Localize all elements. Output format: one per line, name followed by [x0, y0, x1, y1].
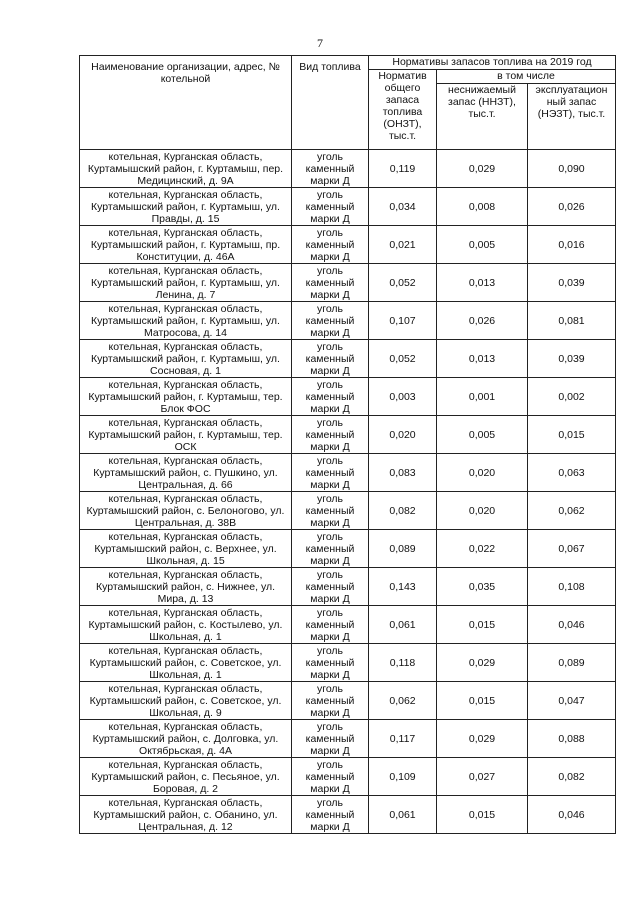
cell-nezt: 0,047 [528, 682, 616, 720]
cell-fuel: уголь каменный марки Д [292, 454, 369, 492]
cell-nnzt: 0,027 [437, 758, 528, 796]
cell-org: котельная, Курганская область, Куртамышский район, г. Куртамыш, ул. Правды, д. 15 [80, 188, 292, 226]
cell-fuel: уголь каменный марки Д [292, 644, 369, 682]
table-row [80, 188, 616, 226]
cell-fuel: уголь каменный марки Д [292, 150, 369, 188]
table-row [80, 644, 616, 682]
header-org: Наименование организации, адрес, № котельной [80, 56, 292, 150]
cell-nezt: 0,108 [528, 568, 616, 606]
cell-org: котельная, Курганская область, Куртамышский район, г. Куртамыш, ул. Ленина, д. 7 [80, 264, 292, 302]
cell-nezt: 0,016 [528, 226, 616, 264]
cell-nnzt: 0,015 [437, 682, 528, 720]
cell-onzt: 0,062 [369, 682, 437, 720]
table-row [80, 416, 616, 454]
cell-onzt: 0,021 [369, 226, 437, 264]
header-onzt: Норматив общего запаса топлива (ОНЗТ), тыс.т. [369, 70, 437, 150]
table-row [80, 264, 616, 302]
cell-onzt: 0,061 [369, 606, 437, 644]
cell-fuel: уголь каменный марки Д [292, 340, 369, 378]
cell-fuel: уголь каменный марки Д [292, 264, 369, 302]
cell-fuel: уголь каменный марки Д [292, 492, 369, 530]
cell-org: котельная, Курганская область, Куртамышский район, г. Куртамыш, пр. Конституции, д. 46А [80, 226, 292, 264]
cell-nezt: 0,002 [528, 378, 616, 416]
table-row [80, 492, 616, 530]
cell-org: котельная, Курганская область, Куртамышский район, с. Нижнее, ул. Мира, д. 13 [80, 568, 292, 606]
cell-nezt: 0,090 [528, 150, 616, 188]
page-number: 7 [317, 36, 323, 50]
cell-org: котельная, Курганская область, Куртамышский район, г. Куртамыш, тер. ОСК [80, 416, 292, 454]
cell-fuel: уголь каменный марки Д [292, 758, 369, 796]
cell-fuel: уголь каменный марки Д [292, 226, 369, 264]
cell-org: котельная, Курганская область, Куртамышский район, с. Верхнее, ул. Школьная, д. 15 [80, 530, 292, 568]
cell-nezt: 0,039 [528, 264, 616, 302]
cell-fuel: уголь каменный марки Д [292, 416, 369, 454]
cell-onzt: 0,052 [369, 264, 437, 302]
cell-onzt: 0,107 [369, 302, 437, 340]
cell-org: котельная, Курганская область, Куртамышский район, с. Обанино, ул. Центральная, д. 12 [80, 796, 292, 834]
cell-fuel: уголь каменный марки Д [292, 378, 369, 416]
cell-onzt: 0,061 [369, 796, 437, 834]
cell-fuel: уголь каменный марки Д [292, 302, 369, 340]
cell-org: котельная, Курганская область, Куртамышский район, с. Белоногово, ул. Центральная, д. 38В [80, 492, 292, 530]
table-row [80, 568, 616, 606]
cell-nezt: 0,067 [528, 530, 616, 568]
cell-org: котельная, Курганская область, Куртамышский район, с. Долговка, ул. Октябрьская, д. 4А [80, 720, 292, 758]
cell-org: котельная, Курганская область, Куртамышский район, с. Пушкино, ул. Центральная, д. 66 [80, 454, 292, 492]
table-row [80, 150, 616, 188]
header-nezt: эксплуатацион ный запас (НЭЗТ), тыс.т. [528, 84, 616, 150]
table-row [80, 720, 616, 758]
cell-onzt: 0,118 [369, 644, 437, 682]
cell-nnzt: 0,035 [437, 568, 528, 606]
cell-nezt: 0,046 [528, 796, 616, 834]
cell-onzt: 0,109 [369, 758, 437, 796]
cell-nezt: 0,026 [528, 188, 616, 226]
cell-nezt: 0,082 [528, 758, 616, 796]
cell-nnzt: 0,029 [437, 150, 528, 188]
cell-nnzt: 0,015 [437, 796, 528, 834]
cell-onzt: 0,003 [369, 378, 437, 416]
header-including: в том числе [437, 70, 616, 84]
cell-fuel: уголь каменный марки Д [292, 530, 369, 568]
cell-onzt: 0,052 [369, 340, 437, 378]
cell-onzt: 0,020 [369, 416, 437, 454]
cell-nezt: 0,063 [528, 454, 616, 492]
cell-org: котельная, Курганская область, Куртамышский район, г. Куртамыш, ул. Сосновая, д. 1 [80, 340, 292, 378]
cell-onzt: 0,034 [369, 188, 437, 226]
cell-nnzt: 0,005 [437, 226, 528, 264]
cell-nnzt: 0,013 [437, 264, 528, 302]
cell-org: котельная, Курганская область, Куртамышский район, с. Советское, ул. Школьная, д. 9 [80, 682, 292, 720]
cell-fuel: уголь каменный марки Д [292, 606, 369, 644]
cell-fuel: уголь каменный марки Д [292, 796, 369, 834]
cell-onzt: 0,143 [369, 568, 437, 606]
cell-nnzt: 0,001 [437, 378, 528, 416]
cell-nnzt: 0,020 [437, 454, 528, 492]
cell-nezt: 0,088 [528, 720, 616, 758]
cell-fuel: уголь каменный марки Д [292, 720, 369, 758]
table-body [80, 150, 616, 834]
fuel-norms-table [79, 55, 616, 834]
table-row [80, 796, 616, 834]
cell-org: котельная, Курганская область, Куртамышский район, г. Куртамыш, ул. Матросова, д. 14 [80, 302, 292, 340]
cell-nezt: 0,081 [528, 302, 616, 340]
table-row [80, 682, 616, 720]
cell-nnzt: 0,015 [437, 606, 528, 644]
header-fuel-type: Вид топлива [292, 56, 369, 150]
cell-onzt: 0,083 [369, 454, 437, 492]
cell-nnzt: 0,008 [437, 188, 528, 226]
cell-nezt: 0,039 [528, 340, 616, 378]
cell-nnzt: 0,029 [437, 644, 528, 682]
table-row [80, 378, 616, 416]
cell-nnzt: 0,020 [437, 492, 528, 530]
table-row [80, 226, 616, 264]
cell-nnzt: 0,022 [437, 530, 528, 568]
table-row [80, 758, 616, 796]
table-row [80, 454, 616, 492]
cell-org: котельная, Курганская область, Куртамышский район, с. Костылево, ул. Школьная, д. 1 [80, 606, 292, 644]
table-row [80, 302, 616, 340]
table-row [80, 606, 616, 644]
cell-onzt: 0,119 [369, 150, 437, 188]
cell-nezt: 0,046 [528, 606, 616, 644]
cell-org: котельная, Курганская область, Куртамышский район, г. Куртамыш, пер. Медицинский, д. 9А [80, 150, 292, 188]
cell-org: котельная, Курганская область, Куртамышский район, г. Куртамыш, тер. Блок ФОС [80, 378, 292, 416]
header-nnzt: неснижаемый запас (ННЗТ), тыс.т. [437, 84, 528, 150]
cell-nnzt: 0,026 [437, 302, 528, 340]
cell-nnzt: 0,029 [437, 720, 528, 758]
cell-org: котельная, Курганская область, Куртамышский район, с. Советское, ул. Школьная, д. 1 [80, 644, 292, 682]
table-row [80, 340, 616, 378]
cell-fuel: уголь каменный марки Д [292, 682, 369, 720]
cell-onzt: 0,089 [369, 530, 437, 568]
cell-nezt: 0,089 [528, 644, 616, 682]
table-row [80, 530, 616, 568]
cell-org: котельная, Курганская область, Куртамышский район, с. Песьяное, ул. Боровая, д. 2 [80, 758, 292, 796]
cell-nezt: 0,062 [528, 492, 616, 530]
cell-fuel: уголь каменный марки Д [292, 188, 369, 226]
header-norms: Нормативы запасов топлива на 2019 год [369, 56, 616, 70]
cell-onzt: 0,117 [369, 720, 437, 758]
cell-onzt: 0,082 [369, 492, 437, 530]
cell-nezt: 0,015 [528, 416, 616, 454]
cell-fuel: уголь каменный марки Д [292, 568, 369, 606]
cell-nnzt: 0,005 [437, 416, 528, 454]
cell-nnzt: 0,013 [437, 340, 528, 378]
